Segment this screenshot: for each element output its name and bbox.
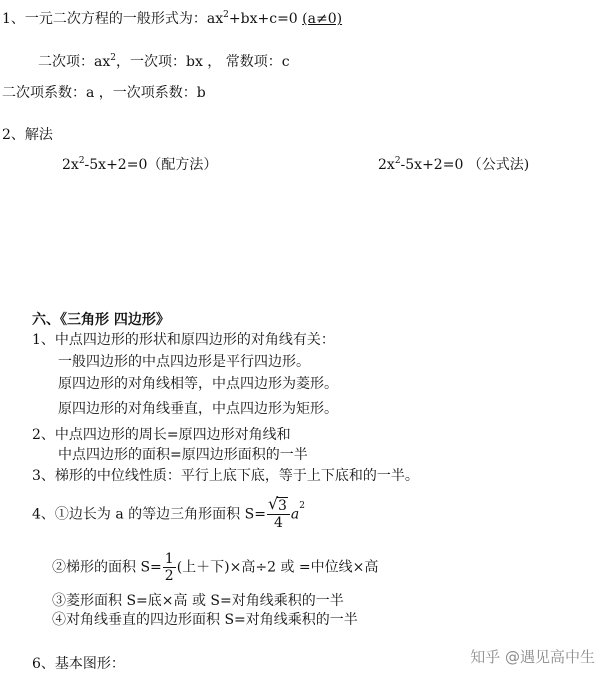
line-general-form — [2, 12, 342, 26]
general-form-condition: (a≠0) — [302, 11, 343, 27]
formula1-fraction — [267, 494, 290, 531]
general-form-ax: ax — [206, 11, 224, 27]
general-form-label: 1、一元二次方程的一般形式为： — [2, 11, 207, 27]
sqrt-symbol: √ 3 — [267, 494, 287, 514]
formula1-exponent: 2 — [299, 501, 305, 511]
item-trapezoid-midline: 3、梯形的中位线性质：平行上底下底，等于上下底和的一半。 — [32, 468, 419, 484]
formula2-fraction — [163, 552, 176, 583]
line-terms — [38, 55, 290, 69]
equation-formula-method — [378, 158, 529, 172]
eq2-rest: -5x+2=0 （公式法) — [400, 157, 530, 173]
item-perimeter: 2、中点四边形的周长=原四边形对角线和 — [32, 427, 291, 443]
item-area-half: 中点四边形的面积=原四边形面积的一半 — [58, 447, 308, 463]
general-form-rest: +bx+c=0 — [228, 11, 298, 27]
eq2-lead: 2x — [378, 157, 395, 173]
other-terms: ，一次项：bx ， 常数项：c — [115, 54, 290, 70]
line-coefficients: 二次项系数：a ，一次项系数：b — [2, 85, 206, 101]
item-perpendicular-diagonals: 原四边形的对角线垂直，中点四边形为矩形。 — [58, 401, 338, 417]
formula-perpendicular-quad-area: ④对角线垂直的四边形面积 S=对角线乘积的一半 — [52, 612, 358, 628]
formula-trapezoid-area — [52, 552, 378, 583]
formula2-denominator: 2 — [164, 568, 174, 584]
formula-equilateral-triangle — [32, 494, 305, 531]
quadratic-term-exponent: 2 — [110, 53, 116, 63]
eq1-lead: 2x — [62, 157, 79, 173]
item-midpoint-quad: 1、中点四边形的形状和原四边形的对角线有关： — [32, 332, 335, 348]
item-general-case: 一般四边形的中点四边形是平行四边形。 — [58, 354, 310, 370]
eq1-exponent: 2 — [78, 156, 85, 166]
formula2-numerator: 1 — [164, 551, 174, 567]
solution-methods-title: 2、解法 — [2, 127, 53, 143]
formula1-label: 4、①边长为 a 的等边三角形面积 S= — [32, 506, 266, 523]
equation-completing-square — [62, 158, 217, 172]
quadratic-term: 二次项：ax — [38, 54, 111, 70]
general-form-exponent: 2 — [223, 10, 229, 20]
formula1-radicand: 3 — [277, 498, 287, 514]
formula2-rest: (上＋下)×高÷2 或 =中位线×高 — [176, 559, 379, 576]
section-heading: 六、《三角形 四边形》 — [32, 312, 170, 328]
formula1-variable: a — [290, 506, 300, 523]
eq2-exponent: 2 — [394, 156, 401, 166]
item-equal-diagonals: 原四边形的对角线相等，中点四边形为菱形。 — [58, 376, 338, 392]
watermark: 知乎 @遇见高中生 — [470, 648, 595, 666]
formula2-label: ②梯形的面积 S= — [52, 559, 162, 576]
formula-rhombus-area: ③菱形面积 S=底×高 或 S=对角线乘积的一半 — [52, 593, 344, 609]
basic-figures-title: 6、基本图形： — [32, 656, 125, 672]
formula1-denominator: 4 — [273, 515, 283, 531]
eq1-rest: -5x+2=0（配方法） — [84, 157, 218, 173]
